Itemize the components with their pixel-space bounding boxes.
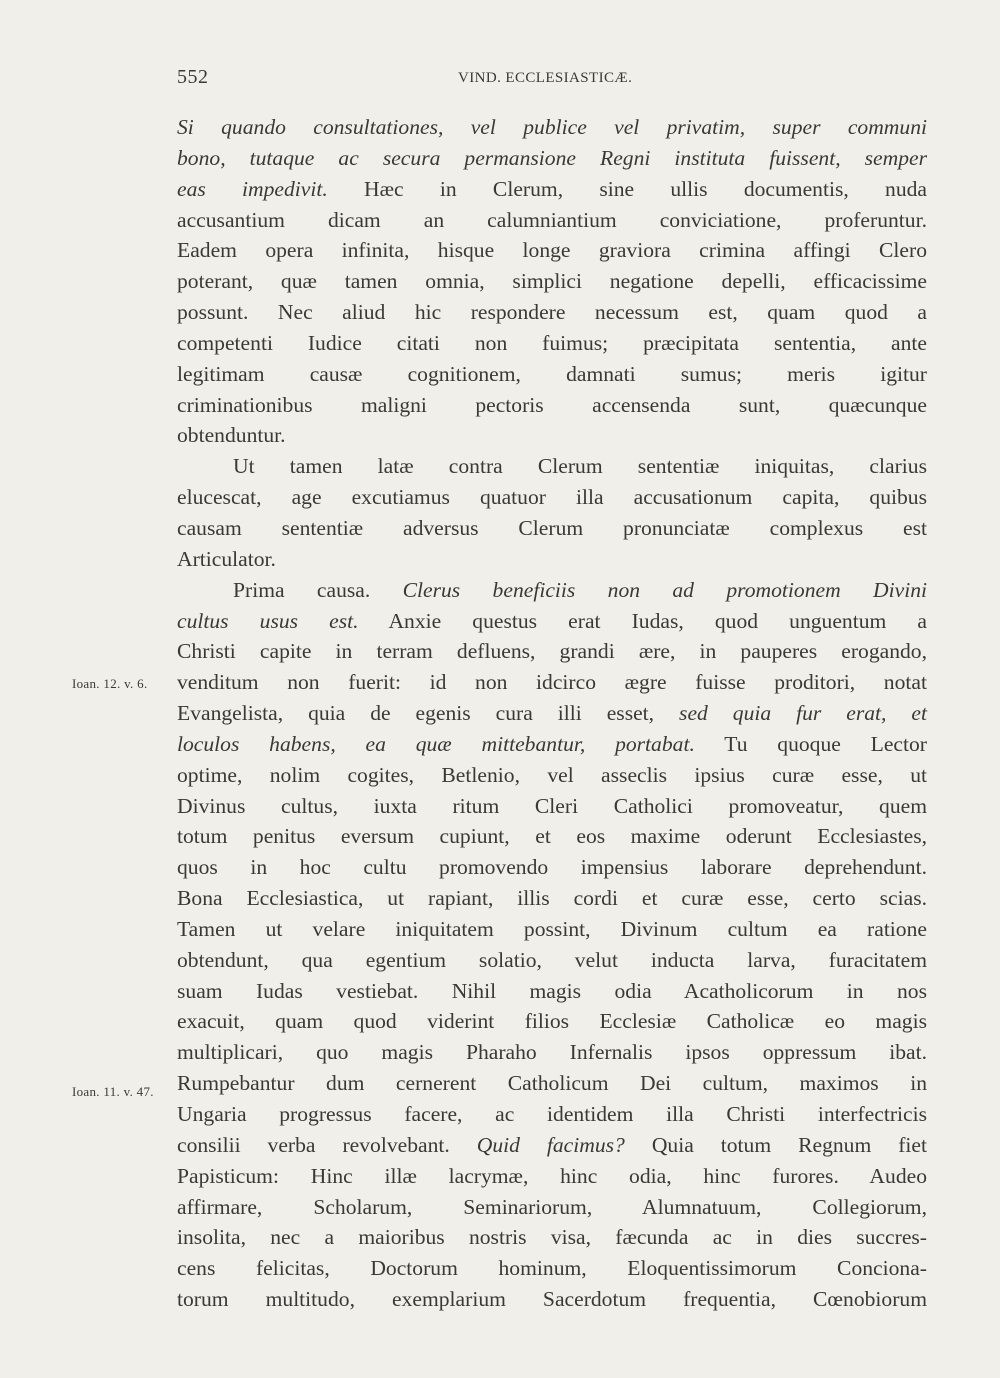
italic-text: loculos habens, ea quæ mittebantur, portabat. (177, 731, 695, 756)
text-segment: Anxie questus erat Iudas, quod unguentum a (358, 608, 927, 633)
text-line (177, 266, 927, 297)
text-segment: obtenduntur. (177, 423, 286, 448)
text-line (177, 1006, 927, 1037)
text-line (177, 513, 927, 544)
text-line (177, 636, 927, 667)
text-segment: possunt. Nec aliud hic respondere necessum est, quam quod a (177, 300, 927, 325)
text-line (177, 821, 927, 852)
italic-text: Quid facimus? (476, 1132, 625, 1157)
margin-note-reference: Ioan. 12. v. 6. (72, 676, 148, 691)
page-number: 552 (177, 66, 209, 88)
text-line (177, 451, 927, 482)
italic-text: cultus usus est. (177, 608, 359, 633)
text-segment: legitimam causæ cognitionem, damnati sumus; meris igitur (177, 361, 927, 386)
text-line (177, 328, 927, 359)
italic-text: bono, tutaque ac secura permansione Regni instituta fuissent, semper (177, 145, 927, 170)
text-line (177, 1161, 927, 1192)
text-line (177, 544, 927, 575)
text-segment: exacuit, quam quod viderint filios Ecclesiæ Catholicæ eo magis (177, 1009, 927, 1034)
text-segment: criminationibus maligni pectoris accensenda sunt, quæcunque (177, 392, 927, 417)
text-segment: Christi capite in terram defluens, grandi ære, in pauperes erogando, (177, 639, 927, 664)
text-segment: optime, nolim cogites, Betlenio, vel asseclis ipsius curæ esse, ut (177, 762, 927, 787)
text-line (177, 698, 927, 729)
text-segment: Ut tamen latæ contra Clerum sententiæ iniquitas, clarius (233, 454, 927, 479)
text-line (177, 390, 927, 421)
text-segment: suam Iudas vestiebat. Nihil magis odia Acatholicorum in nos (177, 978, 927, 1003)
text-line (177, 667, 927, 698)
text-line (177, 359, 927, 390)
text-line (177, 945, 927, 976)
text-line (177, 297, 927, 328)
text-segment: multiplicari, quo magis Pharaho Infernalis ipsos oppressum ibat. (177, 1040, 927, 1065)
text-segment: Bona Ecclesiastica, ut rapiant, illis cordi et curæ esse, certo scias. (177, 886, 927, 911)
text-segment: obtendunt, qua egentium solatio, velut inducta larva, furacitatem (177, 947, 927, 972)
text-segment: competenti Iudice citati non fuimus; præcipitata sententia, ante (177, 330, 927, 355)
text-segment: elucescat, age excutiamus quatuor illa accusationum capita, quibus (177, 485, 927, 510)
italic-text: Si quando consultationes, vel publice vel privatim, super communi (177, 115, 927, 139)
text-line (177, 575, 927, 606)
text-segment: accusantium dicam an calumniantium conviciatione, proferuntur. (177, 207, 927, 232)
text-segment: Ungaria progressus facere, ac identidem illa Christi interfectricis (177, 1102, 927, 1126)
text-segment: Hæc in Clerum, sine ullis documentis, nuda (327, 176, 928, 201)
text-line (177, 1192, 927, 1223)
text-segment: Tu quoque Lector (694, 731, 927, 756)
text-line (177, 1037, 927, 1068)
text-segment: torum multitudo, exemplarium Sacerdotum frequentia, Cœnobiorum (177, 1287, 927, 1312)
text-segment: Divinus cultus, iuxta ritum Cleri Catholici promoveatur, quem (177, 793, 927, 818)
text-line (177, 205, 927, 236)
text-line (177, 852, 927, 883)
text-segment: Quia totum Regnum fiet (624, 1132, 927, 1157)
text-line (177, 914, 927, 945)
text-line (177, 729, 927, 760)
text-segment: affirmare, Scholarum, Seminariorum, Alumnatuum, Collegiorum, (177, 1194, 927, 1219)
text-line (177, 606, 927, 637)
text-segment: consilii verba revolvebant. (177, 1132, 477, 1157)
text-segment: Articulator. (177, 546, 276, 571)
text-segment: Papisticum: Hinc illæ lacrymæ, hinc odia, hinc furores. Audeo (177, 1163, 927, 1188)
text-segment: causam sententiæ adversus Clerum pronunciatæ complexus est (177, 515, 927, 540)
text-segment: Eadem opera infinita, hisque longe graviora crimina affingi Clero (177, 238, 927, 263)
page-header (0, 66, 1000, 96)
text-line (177, 1253, 927, 1284)
text-line (177, 1222, 927, 1253)
text-segment: venditum non fuerit: id non idcirco ægre fuisse proditori, notat (177, 670, 927, 695)
text-line (177, 1099, 927, 1130)
text-segment: quos in hoc cultu promovendo impensius laborare deprehendunt. (177, 855, 927, 880)
text-line (177, 174, 927, 205)
text-line (177, 1068, 927, 1099)
italic-text: eas impedivit. (177, 176, 328, 201)
text-segment: Rumpebantur dum cernerent Catholicum Dei cultum, maximos in (177, 1071, 927, 1096)
text-line (177, 791, 927, 822)
text-line (177, 883, 927, 914)
text-segment: Prima causa. (233, 577, 403, 602)
text-line (177, 235, 927, 266)
text-line (177, 143, 927, 174)
running-head: VIND. ECCLESIASTICÆ. (458, 70, 633, 86)
text-segment: Evangelista, quia de egenis cura illi esset, (177, 701, 680, 726)
text-line (177, 976, 927, 1007)
italic-text: sed quia fur erat, et (679, 701, 927, 726)
text-line (177, 1130, 927, 1161)
text-segment: totum penitus eversum cupiunt, et eos maxime oderunt Ecclesiastes, (177, 824, 927, 849)
text-line (177, 482, 927, 513)
text-line (177, 420, 927, 451)
text-line (177, 760, 927, 791)
text-segment: poterant, quæ tamen omnia, simplici negatione depelli, efficacissime (177, 269, 927, 294)
text-segment: insolita, nec a maioribus nostris visa, fæcunda ac in dies succres- (177, 1225, 927, 1250)
italic-text: Clerus beneficiis non ad promotionem Divini (402, 577, 927, 602)
body-text (177, 112, 927, 1315)
text-segment: cens felicitas, Doctorum hominum, Eloquentissimorum Conciona- (177, 1256, 927, 1281)
text-segment: Tamen ut velare iniquitatem possint, Divinum cultum ea ratione (177, 916, 927, 941)
text-line (177, 1284, 927, 1315)
margin-note-reference: Ioan. 11. v. 47. (72, 1084, 154, 1099)
text-line (177, 112, 927, 143)
